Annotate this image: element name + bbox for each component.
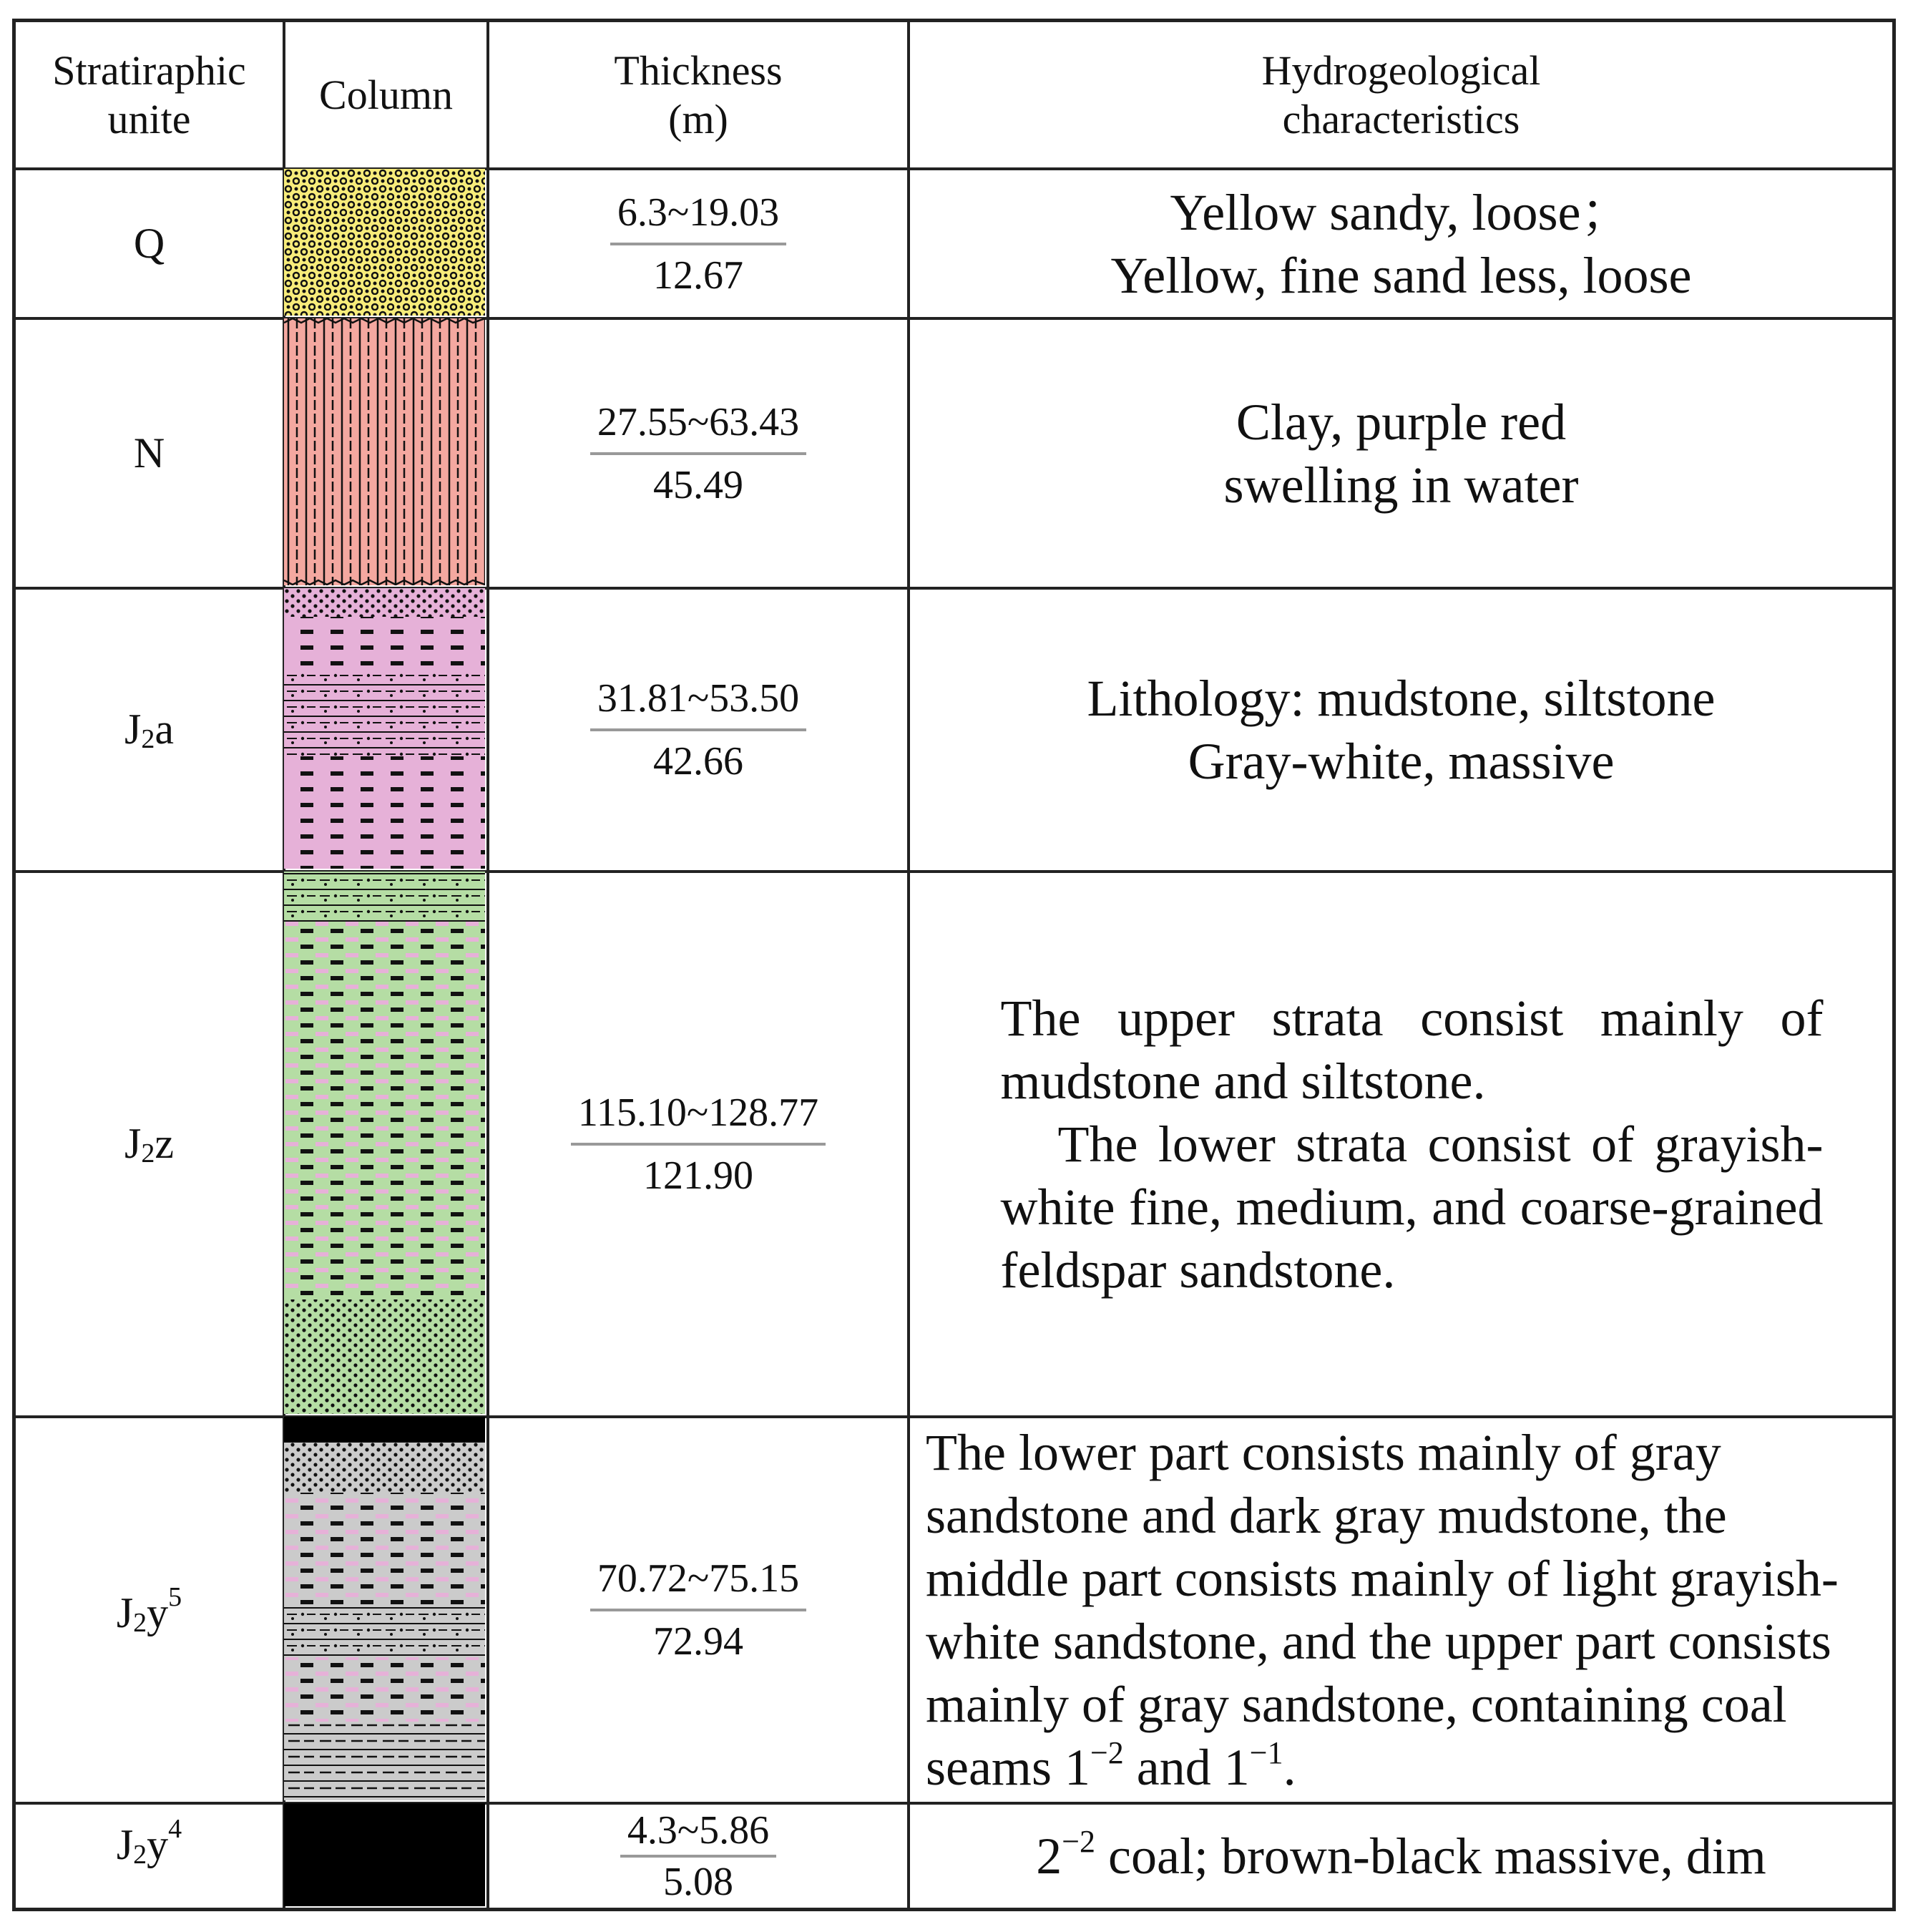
thickness-j2y4 — [489, 1805, 907, 1908]
thickness-average: 5.08 — [663, 1860, 733, 1904]
column-j2y4-coal — [284, 1803, 485, 1906]
unit-q — [16, 170, 283, 317]
unit-label: $J_2a$ — [124, 706, 174, 754]
header-stratigraphic-unit — [16, 22, 283, 167]
description-j2z — [910, 873, 1892, 1415]
header-unit-line1: Stratiraphic — [52, 47, 246, 94]
thickness-average: 121.90 — [643, 1153, 753, 1198]
thickness-j2a — [489, 590, 907, 870]
column-j2z-sandstone — [284, 872, 485, 1414]
unit-label: Q — [133, 220, 165, 267]
unit-j2y5 — [16, 1418, 283, 1802]
unit-label: N — [133, 429, 165, 477]
thickness-range: 6.3~19.03 — [610, 190, 786, 245]
unit-j2z — [16, 873, 283, 1415]
thickness-q — [489, 170, 907, 317]
header-hydro-line1: Hydrogeological — [1261, 47, 1541, 94]
coal-seam-sup: −1 — [1249, 1735, 1283, 1770]
header-column-label: Column — [319, 71, 453, 118]
header-hydrogeological — [910, 22, 1892, 167]
thickness-j2y5 — [489, 1418, 907, 1802]
description-text — [1001, 987, 1824, 1302]
description-line: Gray-white, massive — [1188, 733, 1615, 790]
description-line: $2^{-2}$ coal; brown-black massive, dim — [1036, 1824, 1766, 1885]
unit-n — [16, 320, 283, 587]
header-hydro-line2: characteristics — [1282, 95, 1520, 142]
thickness-range: 70.72~75.15 — [590, 1556, 806, 1611]
thickness-range: 4.3~5.86 — [620, 1810, 776, 1858]
column-j2a-mudstone — [284, 588, 485, 869]
unit-j2a — [16, 590, 283, 870]
header-thickness — [489, 22, 907, 167]
thickness-j2z — [489, 873, 907, 1415]
thickness-n — [489, 320, 907, 587]
thickness-range: 31.81~53.50 — [590, 675, 806, 731]
description-line: Lithology: mudstone, siltstone — [1087, 670, 1716, 727]
header-unit-line2: unite — [107, 95, 191, 142]
header-column — [285, 22, 486, 167]
thickness-range: 115.10~128.77 — [571, 1090, 826, 1146]
description-j2y4 — [910, 1805, 1892, 1908]
coal-seam-sup: −2 — [1090, 1735, 1124, 1770]
header-thickness-line1: Thickness — [614, 47, 783, 94]
thickness-average: 72.94 — [653, 1619, 743, 1664]
unit-j2y4 — [16, 1805, 283, 1908]
header-thickness-line2: (m) — [668, 95, 728, 142]
thickness-average: 45.49 — [653, 462, 743, 507]
thickness-range: 27.55~63.43 — [590, 399, 806, 455]
coal-seam-sup: −2 — [1062, 1824, 1096, 1859]
description-line: Clay, purple red — [1236, 393, 1567, 451]
column-n-clay — [284, 318, 485, 585]
description-text: The lower part consists mainly of gray sandstone and dark gray mudstone, the middle part consists mainly of light grayish-white sandstone, and the upper part consists mainly of gray sandstone, containing coal seams $1^{-2}$ and $1^{-1}$. — [926, 1424, 1839, 1796]
description-j2a — [910, 590, 1892, 870]
description-line: swelling in water — [1223, 456, 1579, 514]
description-j2y5 — [910, 1418, 1892, 1802]
description-line: Yellow, fine sand less, loose — [1110, 246, 1692, 304]
description-n — [910, 320, 1892, 587]
description-paragraph: The lower strata consist of grayish-white fine, medium, and coarse-grained feldspar sandstone. — [1000, 1116, 1824, 1299]
unit-label: $J_2y^5$ — [116, 1582, 182, 1638]
unit-label: $J_2z$ — [124, 1120, 174, 1169]
column-j2y5-gray-sandstone — [284, 1417, 485, 1800]
column-q-sand — [284, 169, 485, 316]
description-line: Yellow sandy, loose； — [1170, 183, 1633, 241]
unit-label: $J_2y^4$ — [116, 1814, 182, 1870]
description-paragraph: The upper strata consist mainly of mudstone and siltstone. — [1000, 990, 1824, 1110]
thickness-average: 12.67 — [653, 253, 743, 298]
thickness-average: 42.66 — [653, 739, 743, 784]
description-q — [910, 170, 1892, 317]
